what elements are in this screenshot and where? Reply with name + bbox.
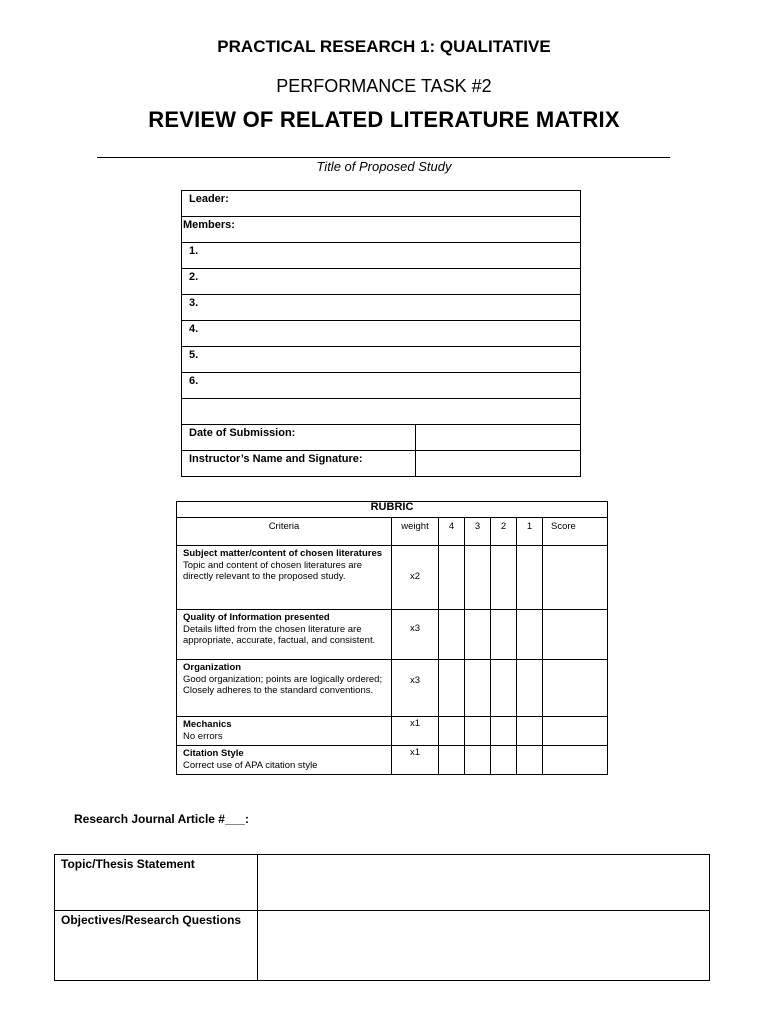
criterion-cell [177,546,392,610]
member-number: 3. [189,297,199,309]
date-label: Date of Submission: [189,427,296,439]
study-title-caption: Title of Proposed Study [316,159,452,174]
rubric-title-row [177,502,608,518]
weight-header: weight [392,518,439,546]
criterion-weight: x3 [392,610,439,660]
criterion-cell [177,610,392,660]
article-number-label: Research Journal Article #___: [74,812,249,826]
instructor-label: Instructor’s Name and Signature: [189,453,363,465]
topic-thesis-field[interactable] [258,855,710,911]
level-cell[interactable] [491,610,517,660]
member-row [182,347,581,373]
level-cell[interactable] [439,546,465,610]
rubric-row [177,660,608,717]
objectives-field[interactable] [258,911,710,981]
members-cell [182,217,581,243]
rubric-title: RUBRIC [177,502,608,518]
page-title: REVIEW OF RELATED LITERATURE MATRIX [148,107,620,132]
member-number: 1. [189,245,199,257]
leader-row [182,191,581,217]
level-header: 2 [491,518,517,546]
criterion-weight: x1 [392,746,439,775]
score-cell[interactable] [543,660,608,717]
criterion-cell [177,717,392,746]
criterion-name: Quality of Information presented [183,612,330,623]
rubric-row [177,746,608,775]
instructor-row [182,451,581,477]
criterion-description: No errors [183,730,223,742]
matrix-row [55,911,710,981]
criterion-description: Correct use of APA citation style [183,759,318,771]
article-matrix [54,854,710,981]
level-header: 1 [517,518,543,546]
level-cell[interactable] [465,717,491,746]
instructor-label-cell [182,451,416,477]
level-cell[interactable] [517,746,543,775]
members-label: Members: [183,219,235,231]
level-header: 3 [465,518,491,546]
criterion-description: Details lifted from the chosen literature are appropriate, accurate, factual, and consistent. [183,623,376,646]
instructor-value-cell[interactable] [416,451,581,477]
level-cell[interactable] [465,610,491,660]
level-cell[interactable] [439,717,465,746]
level-cell[interactable] [517,546,543,610]
member-row [182,373,581,399]
score-cell[interactable] [543,717,608,746]
member-cell[interactable] [182,373,581,399]
level-header: 4 [439,518,465,546]
leader-label: Leader: [189,193,229,205]
member-row [182,269,581,295]
level-cell[interactable] [517,717,543,746]
score-header: Score [543,518,608,546]
level-cell[interactable] [439,660,465,717]
member-cell[interactable] [182,243,581,269]
blank-cell[interactable] [182,399,581,425]
member-number: 4. [189,323,199,335]
criterion-cell [177,746,392,775]
blank-row [182,399,581,425]
topic-thesis-label: Topic/Thesis Statement [55,855,258,911]
criterion-weight: x3 [392,660,439,717]
level-cell[interactable] [465,546,491,610]
leader-cell[interactable] [182,191,581,217]
criterion-description: Good organization; points are logically ordered; Closely adheres to the standard conventions. [183,673,383,696]
rubric-row [177,546,608,610]
member-cell[interactable] [182,295,581,321]
criterion-name: Organization [183,662,242,673]
level-cell[interactable] [491,717,517,746]
members-row [182,217,581,243]
level-cell[interactable] [465,746,491,775]
level-cell[interactable] [491,660,517,717]
criteria-header: Criteria [177,518,392,546]
date-value-cell[interactable] [416,425,581,451]
criterion-name: Mechanics [183,719,232,730]
rubric-row [177,717,608,746]
score-cell[interactable] [543,746,608,775]
course-title: PRACTICAL RESEARCH 1: QUALITATIVE [217,37,551,56]
level-cell[interactable] [465,660,491,717]
criterion-weight: x1 [392,717,439,746]
criterion-cell [177,660,392,717]
rubric-table [176,501,608,775]
score-cell[interactable] [543,546,608,610]
score-cell[interactable] [543,610,608,660]
study-title-line[interactable] [97,157,670,158]
rubric-row [177,610,608,660]
member-cell[interactable] [182,269,581,295]
level-cell[interactable] [439,610,465,660]
member-number: 6. [189,375,199,387]
objectives-label: Objectives/Research Questions [55,911,258,981]
level-cell[interactable] [439,746,465,775]
level-cell[interactable] [491,546,517,610]
date-row [182,425,581,451]
level-cell[interactable] [491,746,517,775]
member-row [182,321,581,347]
date-label-cell [182,425,416,451]
criterion-description: Topic and content of chosen literatures are directly relevant to the proposed study. [183,559,363,582]
rubric-header-row [177,518,608,546]
member-number: 2. [189,271,199,283]
member-number: 5. [189,349,199,361]
member-cell[interactable] [182,321,581,347]
level-cell[interactable] [517,660,543,717]
member-row [182,295,581,321]
level-cell[interactable] [517,610,543,660]
task-label: PERFORMANCE TASK #2 [276,76,492,96]
criterion-name: Citation Style [183,748,244,759]
members-table [181,190,581,477]
member-cell[interactable] [182,347,581,373]
criterion-name: Subject matter/content of chosen literatures [183,548,383,559]
criterion-weight: x2 [392,546,439,610]
member-row [182,243,581,269]
matrix-row [55,855,710,911]
